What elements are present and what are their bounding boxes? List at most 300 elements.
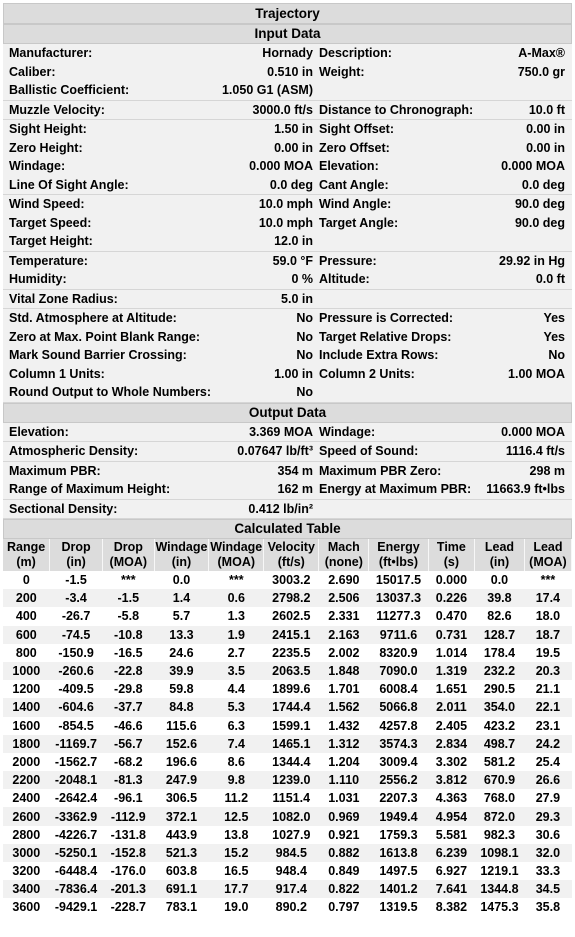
column-header-unit: (in)	[171, 555, 192, 569]
calculated-table-header: Calculated Table	[3, 519, 572, 539]
field-label: Altitude:	[319, 272, 370, 286]
table-cell: 13.8	[209, 826, 264, 844]
data-row	[3, 328, 572, 347]
data-row	[3, 120, 572, 139]
calculated-table-columns	[3, 539, 572, 571]
field-label: Include Extra Rows:	[319, 348, 439, 362]
table-cell: 890.2	[264, 898, 319, 916]
table-cell: 1.031	[319, 789, 369, 807]
field-value: 0.07647 lb/ft³	[237, 444, 313, 458]
column-header	[369, 539, 428, 571]
table-cell: 1.701	[319, 680, 369, 698]
column-header-name: Lead	[533, 540, 563, 554]
field-label: Temperature:	[9, 253, 88, 268]
table-cell: 0.470	[428, 607, 474, 625]
column-header-name: Velocity	[267, 540, 315, 554]
field-label: Windage:	[319, 424, 376, 439]
field-label: Column 1 Units:	[9, 366, 105, 381]
table-cell: 1465.1	[264, 735, 319, 753]
table-cell: -22.8	[103, 662, 155, 680]
table-cell: 1.9	[209, 626, 264, 644]
table-cell: 6.239	[428, 844, 474, 862]
table-cell: 11277.3	[369, 607, 428, 625]
data-row	[3, 252, 572, 271]
table-cell: 1082.0	[264, 807, 319, 825]
output-group	[3, 500, 572, 520]
table-row	[3, 589, 572, 607]
report-title: Trajectory	[3, 3, 572, 24]
table-cell: 2200	[3, 771, 50, 789]
table-cell: 1401.2	[369, 880, 428, 898]
data-row	[3, 365, 572, 384]
table-cell: 3.302	[428, 753, 474, 771]
table-row	[3, 571, 572, 589]
table-cell: 84.8	[154, 698, 209, 716]
table-cell: 783.1	[154, 898, 209, 916]
table-cell: 0.6	[209, 589, 264, 607]
table-cell: 0.000	[428, 571, 474, 589]
field-label: Manufacturer:	[9, 46, 93, 60]
table-cell: 0	[3, 571, 50, 589]
table-cell: 0.822	[319, 880, 369, 898]
data-row	[3, 500, 572, 519]
table-cell: -150.9	[50, 644, 103, 662]
table-cell: 1319.5	[369, 898, 428, 916]
table-cell: 290.5	[475, 680, 525, 698]
table-cell: 2.002	[319, 644, 369, 662]
field-value: No	[296, 311, 313, 325]
field-label: Maximum PBR Zero:	[319, 463, 442, 478]
field-label: Sight Offset:	[319, 122, 394, 136]
column-header	[3, 539, 50, 571]
table-cell: 4.4	[209, 680, 264, 698]
table-cell: 2.163	[319, 626, 369, 644]
table-cell: -152.8	[103, 844, 155, 862]
table-cell: 15017.5	[369, 571, 428, 589]
table-cell: 59.8	[154, 680, 209, 698]
table-cell: 19.5	[524, 644, 571, 662]
data-row	[3, 383, 572, 402]
table-cell: 443.9	[154, 826, 209, 844]
table-cell: 498.7	[475, 735, 525, 753]
field-value: 0.00 in	[526, 140, 565, 155]
table-cell: 17.4	[524, 589, 571, 607]
table-cell: 6.3	[209, 717, 264, 735]
column-header	[103, 539, 155, 571]
input-group	[3, 195, 572, 252]
field-value: 0.00 in	[526, 122, 565, 136]
table-cell: ***	[209, 571, 264, 589]
table-cell: -1562.7	[50, 753, 103, 771]
column-header	[264, 539, 319, 571]
column-header-name: Drop	[61, 540, 91, 554]
field-label: Pressure is Corrected:	[319, 311, 454, 325]
table-cell: 3003.2	[264, 571, 319, 589]
table-cell: 670.9	[475, 771, 525, 789]
table-cell: 948.4	[264, 862, 319, 880]
table-cell: -131.8	[103, 826, 155, 844]
data-row	[3, 270, 572, 289]
field-label: Zero at Max. Point Blank Range:	[9, 329, 201, 344]
table-cell: ***	[524, 571, 571, 589]
table-cell: 5.7	[154, 607, 209, 625]
data-row	[3, 44, 572, 63]
table-row	[3, 626, 572, 644]
field-label: Windage:	[9, 159, 66, 173]
column-header-row	[3, 539, 572, 571]
table-cell: 2235.5	[264, 644, 319, 662]
table-cell: -3.4	[50, 589, 103, 607]
table-cell: 1344.4	[264, 753, 319, 771]
field-value: 90.0 deg	[514, 197, 565, 211]
field-value: 0.0 deg	[521, 177, 565, 192]
table-cell: 1.562	[319, 698, 369, 716]
column-header-name: Range	[6, 540, 46, 554]
input-group	[3, 309, 572, 403]
table-cell: -5250.1	[50, 844, 103, 862]
table-cell: 768.0	[475, 789, 525, 807]
calculated-table-body	[3, 571, 572, 917]
table-cell: 1.110	[319, 771, 369, 789]
field-value: 10.0 ft	[528, 102, 565, 117]
table-cell: 600	[3, 626, 50, 644]
table-cell: 0.0	[475, 571, 525, 589]
input-group	[3, 120, 572, 195]
table-cell: 0.226	[428, 589, 474, 607]
table-cell: 306.5	[154, 789, 209, 807]
data-row	[3, 480, 572, 499]
field-value: 1.00 in	[274, 366, 313, 381]
table-cell: 9.8	[209, 771, 264, 789]
field-value: 10.0 mph	[258, 197, 313, 211]
table-cell: 82.6	[475, 607, 525, 625]
table-row	[3, 607, 572, 625]
table-cell: 25.4	[524, 753, 571, 771]
table-cell: 247.9	[154, 771, 209, 789]
column-header-name: Time	[436, 540, 466, 554]
table-cell: -604.6	[50, 698, 103, 716]
column-header	[475, 539, 525, 571]
table-cell: 232.2	[475, 662, 525, 680]
table-cell: 3400	[3, 880, 50, 898]
table-cell: 33.3	[524, 862, 571, 880]
table-cell: 3200	[3, 862, 50, 880]
table-cell: 3.5	[209, 662, 264, 680]
field-label: Speed of Sound:	[319, 444, 419, 458]
field-label: Distance to Chronograph:	[319, 102, 474, 117]
table-cell: 18.0	[524, 607, 571, 625]
table-cell: 152.6	[154, 735, 209, 753]
table-cell: 2415.1	[264, 626, 319, 644]
table-cell: -1.5	[50, 571, 103, 589]
field-value: 0.0 deg	[269, 177, 313, 192]
field-value: 1.00 MOA	[508, 366, 565, 381]
field-value: 354 m	[277, 463, 313, 478]
table-cell: -9429.1	[50, 898, 103, 916]
field-value: Hornady	[262, 46, 313, 60]
data-row	[3, 232, 572, 251]
table-cell: -112.9	[103, 807, 155, 825]
table-cell: 8320.9	[369, 644, 428, 662]
table-cell: 1200	[3, 680, 50, 698]
table-cell: 372.1	[154, 807, 209, 825]
table-cell: 3.812	[428, 771, 474, 789]
table-cell: 16.5	[209, 862, 264, 880]
table-cell: 23.1	[524, 717, 571, 735]
column-header-name: Windage	[210, 540, 263, 554]
table-cell: 1239.0	[264, 771, 319, 789]
table-cell: -7836.4	[50, 880, 103, 898]
table-cell: -1.5	[103, 589, 155, 607]
field-value: 750.0 gr	[517, 64, 565, 79]
table-cell: 1400	[3, 698, 50, 716]
table-cell: -2642.4	[50, 789, 103, 807]
table-cell: -201.3	[103, 880, 155, 898]
table-cell: 0.731	[428, 626, 474, 644]
field-label: Sectional Density:	[9, 501, 118, 516]
table-cell: 2556.2	[369, 771, 428, 789]
table-cell: -16.5	[103, 644, 155, 662]
table-row	[3, 898, 572, 916]
field-label: Atmospheric Density:	[9, 444, 139, 458]
column-header-name: Mach	[327, 540, 360, 554]
table-cell: 27.9	[524, 789, 571, 807]
field-value: 3000.0 ft/s	[252, 102, 313, 117]
table-cell: 1000	[3, 662, 50, 680]
table-row	[3, 753, 572, 771]
column-header-unit: (ft•lbs)	[378, 555, 419, 569]
table-cell: 39.8	[475, 589, 525, 607]
field-label: Target Angle:	[319, 215, 399, 230]
field-value: 0 %	[291, 272, 313, 286]
field-value: 59.0 °F	[272, 253, 313, 268]
column-header-unit: (in)	[489, 555, 510, 569]
table-cell: 1744.4	[264, 698, 319, 716]
column-header-unit: (none)	[324, 555, 363, 569]
field-value: Yes	[543, 311, 565, 325]
table-cell: 5066.8	[369, 698, 428, 716]
column-header-unit: (s)	[443, 555, 460, 569]
field-value: 1.050 G1 (ASM)	[221, 83, 313, 97]
field-value: 3.369 MOA	[249, 424, 313, 439]
table-cell: 9711.6	[369, 626, 428, 644]
table-cell: 5.3	[209, 698, 264, 716]
field-label: Sight Height:	[9, 122, 87, 136]
input-group	[3, 290, 572, 310]
table-cell: 0.849	[319, 862, 369, 880]
table-row	[3, 826, 572, 844]
field-value: Yes	[543, 329, 565, 344]
table-row	[3, 662, 572, 680]
column-header	[50, 539, 103, 571]
table-cell: 29.3	[524, 807, 571, 825]
table-cell: 26.6	[524, 771, 571, 789]
field-value: 12.0 in	[274, 234, 313, 248]
table-cell: -176.0	[103, 862, 155, 880]
table-cell: 2.405	[428, 717, 474, 735]
table-row	[3, 844, 572, 862]
table-cell: 4.363	[428, 789, 474, 807]
field-label: Weight:	[319, 64, 365, 79]
field-value: 90.0 deg	[514, 215, 565, 230]
field-label: Range of Maximum Height:	[9, 482, 171, 496]
table-row	[3, 644, 572, 662]
field-label: Line Of Sight Angle:	[9, 177, 129, 192]
table-row	[3, 698, 572, 716]
column-header	[154, 539, 209, 571]
field-value: 298 m	[529, 463, 565, 478]
field-value: A-Max®	[518, 46, 565, 60]
table-cell: 400	[3, 607, 50, 625]
table-cell: 3600	[3, 898, 50, 916]
output-data-section	[3, 423, 572, 520]
field-label: Description:	[319, 46, 392, 60]
table-cell: 581.2	[475, 753, 525, 771]
field-label: Humidity:	[9, 272, 67, 286]
data-row	[3, 309, 572, 328]
trajectory-report	[3, 3, 572, 917]
table-cell: 521.3	[154, 844, 209, 862]
table-cell: 1.014	[428, 644, 474, 662]
field-value: 1.50 in	[274, 122, 313, 136]
table-row	[3, 862, 572, 880]
field-label: Mark Sound Barrier Crossing:	[9, 348, 187, 362]
table-cell: 2600	[3, 807, 50, 825]
table-cell: 982.3	[475, 826, 525, 844]
input-group	[3, 252, 572, 290]
field-label: Caliber:	[9, 64, 56, 79]
field-value: No	[548, 348, 565, 362]
column-header-unit: (MOA)	[109, 555, 148, 569]
field-label: Pressure:	[319, 253, 377, 268]
table-cell: 1.3	[209, 607, 264, 625]
input-data-section	[3, 44, 572, 403]
table-cell: 1.312	[319, 735, 369, 753]
table-row	[3, 880, 572, 898]
field-value: 0.412 lb/in²	[248, 501, 313, 516]
output-group	[3, 442, 572, 462]
data-row	[3, 423, 572, 442]
column-header	[319, 539, 369, 571]
input-group	[3, 44, 572, 101]
table-cell: 7.641	[428, 880, 474, 898]
table-cell: 1.319	[428, 662, 474, 680]
field-label: Zero Offset:	[319, 140, 390, 155]
data-row	[3, 462, 572, 481]
table-cell: 2.690	[319, 571, 369, 589]
table-cell: 20.3	[524, 662, 571, 680]
table-cell: 13037.3	[369, 589, 428, 607]
column-header-name: Windage	[155, 540, 208, 554]
data-row	[3, 101, 572, 120]
field-value: 0.000 MOA	[501, 424, 565, 439]
table-cell: 603.8	[154, 862, 209, 880]
table-cell: -5.8	[103, 607, 155, 625]
table-cell: 1949.4	[369, 807, 428, 825]
table-cell: 128.7	[475, 626, 525, 644]
table-cell: 2.331	[319, 607, 369, 625]
table-cell: -81.3	[103, 771, 155, 789]
table-cell: 4257.8	[369, 717, 428, 735]
table-cell: 3000	[3, 844, 50, 862]
table-cell: 984.5	[264, 844, 319, 862]
table-cell: 2800	[3, 826, 50, 844]
field-label: Energy at Maximum PBR:	[319, 482, 472, 496]
field-label: Std. Atmosphere at Altitude:	[9, 311, 177, 325]
table-cell: 12.5	[209, 807, 264, 825]
table-cell: 18.7	[524, 626, 571, 644]
table-cell: 17.7	[209, 880, 264, 898]
table-cell: 35.8	[524, 898, 571, 916]
input-data-header: Input Data	[3, 24, 572, 44]
field-value: 11663.9 ft•lbs	[486, 482, 565, 496]
table-cell: 22.1	[524, 698, 571, 716]
table-cell: 1344.8	[475, 880, 525, 898]
table-cell: 1.4	[154, 589, 209, 607]
field-label: Elevation:	[319, 159, 379, 173]
column-header-unit: (m)	[16, 555, 36, 569]
field-label: Elevation:	[9, 424, 69, 439]
field-label: Vital Zone Radius:	[9, 291, 118, 306]
table-cell: 0.969	[319, 807, 369, 825]
table-row	[3, 807, 572, 825]
table-cell: 1759.3	[369, 826, 428, 844]
table-cell: 200	[3, 589, 50, 607]
table-cell: -46.6	[103, 717, 155, 735]
table-cell: -74.5	[50, 626, 103, 644]
table-cell: 196.6	[154, 753, 209, 771]
table-row	[3, 789, 572, 807]
column-header	[524, 539, 571, 571]
table-cell: 178.4	[475, 644, 525, 662]
field-value: 10.0 mph	[258, 215, 313, 230]
table-cell: 11.2	[209, 789, 264, 807]
data-row	[3, 290, 572, 309]
table-cell: 7.4	[209, 735, 264, 753]
field-value: No	[296, 329, 313, 344]
table-cell: -228.7	[103, 898, 155, 916]
table-cell: 8.6	[209, 753, 264, 771]
field-value: 0.00 in	[274, 140, 313, 155]
table-cell: 32.0	[524, 844, 571, 862]
table-cell: 1027.9	[264, 826, 319, 844]
table-row	[3, 735, 572, 753]
field-label: Round Output to Whole Numbers:	[9, 385, 212, 399]
table-row	[3, 680, 572, 698]
column-header-unit: (in)	[66, 555, 86, 569]
column-header-name: Energy	[377, 540, 420, 554]
table-cell: 115.6	[154, 717, 209, 735]
table-cell: 2.834	[428, 735, 474, 753]
field-label: Cant Angle:	[319, 177, 389, 192]
column-header-name: Drop	[113, 540, 143, 554]
data-row	[3, 346, 572, 365]
field-value: 0.000 MOA	[501, 159, 565, 173]
table-cell: 6.927	[428, 862, 474, 880]
table-cell: 0.882	[319, 844, 369, 862]
field-label: Ballistic Coefficient:	[9, 83, 130, 97]
table-cell: 2.7	[209, 644, 264, 662]
table-cell: -260.6	[50, 662, 103, 680]
table-cell: 917.4	[264, 880, 319, 898]
output-group	[3, 462, 572, 500]
table-cell: -2048.1	[50, 771, 103, 789]
data-row	[3, 157, 572, 176]
table-cell: 7090.0	[369, 662, 428, 680]
table-cell: 2063.5	[264, 662, 319, 680]
table-cell: 1613.8	[369, 844, 428, 862]
field-value: 5.0 in	[281, 291, 313, 306]
